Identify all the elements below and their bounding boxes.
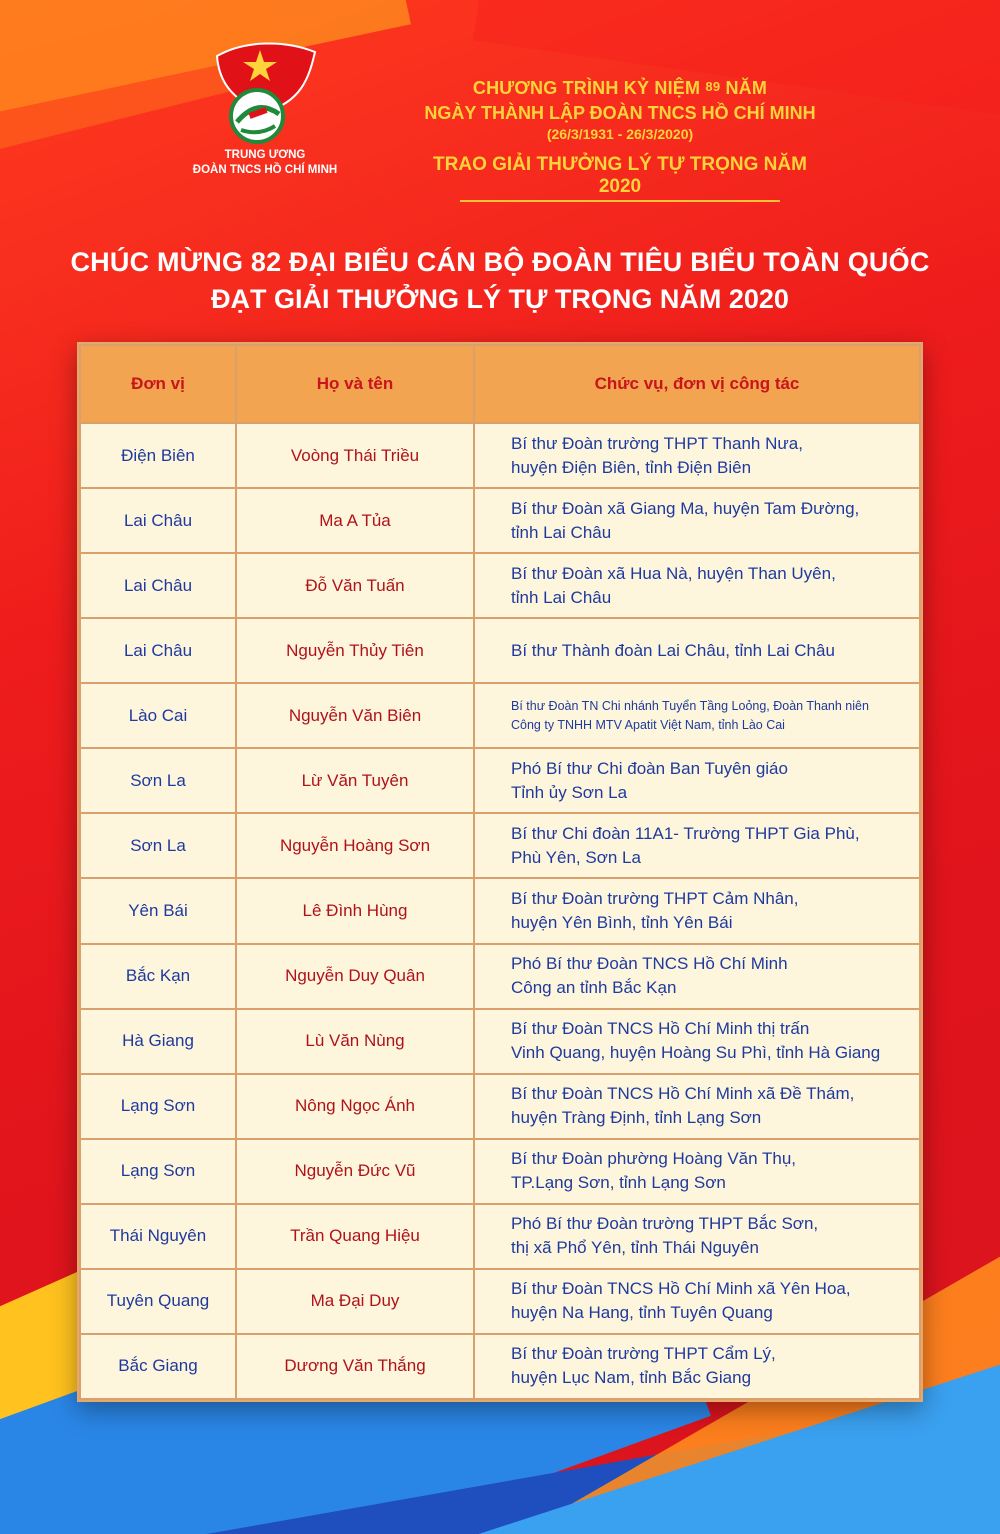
table-header-row bbox=[80, 345, 920, 423]
cell-unit: Bắc Kạn bbox=[80, 944, 236, 1009]
cell-role: Bí thư Thành đoàn Lai Châu, tỉnh Lai Châu bbox=[474, 618, 920, 683]
cell-unit: Điện Biên bbox=[80, 423, 236, 488]
cell-name: Nông Ngọc Ánh bbox=[236, 1074, 474, 1139]
cell-unit: Hà Giang bbox=[80, 1009, 236, 1074]
table-row bbox=[80, 683, 920, 748]
cell-role: Bí thư Đoàn TNCS Hồ Chí Minh xã Đề Thám, huyện Tràng Định, tỉnh Lạng Sơn bbox=[474, 1074, 920, 1139]
cell-name: Voòng Thái Triều bbox=[236, 423, 474, 488]
logo-text-line1: TRUNG ƯƠNG bbox=[224, 149, 306, 161]
cell-name: Nguyễn Đức Vũ bbox=[236, 1139, 474, 1204]
cell-unit: Yên Bái bbox=[80, 878, 236, 943]
cell-role: Bí thư Đoàn TNCS Hồ Chí Minh thị trấn Vinh Quang, huyện Hoàng Su Phì, tỉnh Hà Giang bbox=[474, 1009, 920, 1074]
awardee-table bbox=[79, 344, 921, 1400]
cell-name: Đỗ Văn Tuấn bbox=[236, 553, 474, 618]
title-line2: ĐẠT GIẢI THƯỞNG LÝ TỰ TRỌNG NĂM 2020 bbox=[211, 284, 789, 314]
cell-name: Nguyễn Thủy Tiên bbox=[236, 618, 474, 683]
cell-name: Trần Quang Hiệu bbox=[236, 1204, 474, 1269]
logo bbox=[185, 38, 345, 188]
cell-unit: Lào Cai bbox=[80, 683, 236, 748]
table-row bbox=[80, 944, 920, 1009]
cell-role: Phó Bí thư Đoàn TNCS Hồ Chí Minh Công an tỉnh Bắc Kạn bbox=[474, 944, 920, 1009]
title-line1: CHÚC MỪNG 82 ĐẠI BIỂU CÁN BỘ ĐOÀN TIÊU BIỂU TOÀN QUỐC bbox=[70, 247, 930, 277]
cell-name: Nguyễn Hoàng Sơn bbox=[236, 813, 474, 878]
header-unit: Đơn vị bbox=[80, 345, 236, 423]
cell-role: Bí thư Đoàn trường THPT Thanh Nưa, huyện Điện Biên, tỉnh Điện Biên bbox=[474, 423, 920, 488]
cell-role: Phó Bí thư Chi đoàn Ban Tuyên giáo Tỉnh ủy Sơn La bbox=[474, 748, 920, 813]
cell-unit: Sơn La bbox=[80, 748, 236, 813]
header-role: Chức vụ, đơn vị công tác bbox=[474, 345, 920, 423]
cell-unit: Bắc Giang bbox=[80, 1334, 236, 1399]
cell-unit: Tuyên Quang bbox=[80, 1269, 236, 1334]
event-line1: CHƯƠNG TRÌNH KỶ NIỆM 89 NĂM bbox=[472, 78, 768, 98]
table-row bbox=[80, 488, 920, 553]
table-row bbox=[80, 748, 920, 813]
table-row bbox=[80, 1139, 920, 1204]
table-row bbox=[80, 1204, 920, 1269]
page-title bbox=[0, 247, 1000, 315]
cell-role: Bí thư Đoàn trường THPT Cẩm Lý, huyện Lục Nam, tỉnh Bắc Giang bbox=[474, 1334, 920, 1399]
cell-role: Bí thư Đoàn TNCS Hồ Chí Minh xã Yên Hoa, huyện Na Hang, tỉnh Tuyên Quang bbox=[474, 1269, 920, 1334]
table-row bbox=[80, 813, 920, 878]
event-award-title: TRAO GIẢI THƯỞNG LÝ TỰ TRỌNG NĂM 2020 bbox=[433, 154, 807, 197]
cell-role: Bí thư Đoàn TN Chi nhánh Tuyển Tầng Loỏng, Đoàn Thanh niên Công ty TNHH MTV Apatit Việt Nam, tỉnh Lào Cai bbox=[474, 683, 920, 748]
logo-text-line2: ĐOÀN TNCS HỒ CHÍ MINH bbox=[192, 164, 338, 176]
table-row bbox=[80, 878, 920, 943]
table-row bbox=[80, 553, 920, 618]
cell-name: Lù Văn Nùng bbox=[236, 1009, 474, 1074]
cell-name: Lê Đình Hùng bbox=[236, 878, 474, 943]
table-row bbox=[80, 1074, 920, 1139]
event-dates: (26/3/1931 - 26/3/2020) bbox=[546, 126, 694, 142]
cell-role: Bí thư Chi đoàn 11A1- Trường THPT Gia Phù, Phù Yên, Sơn La bbox=[474, 813, 920, 878]
youth-union-emblem-icon bbox=[205, 38, 325, 148]
header-name: Họ và tên bbox=[236, 345, 474, 423]
cell-unit: Thái Nguyên bbox=[80, 1204, 236, 1269]
table-row bbox=[80, 1269, 920, 1334]
event-years: 89 bbox=[705, 79, 721, 94]
cell-role: Bí thư Đoàn xã Hua Nà, huyện Than Uyên, tỉnh Lai Châu bbox=[474, 553, 920, 618]
table-row bbox=[80, 1009, 920, 1074]
awardee-table-card bbox=[77, 342, 923, 1402]
table-row bbox=[80, 1334, 920, 1399]
table-row bbox=[80, 618, 920, 683]
cell-role: Bí thư Đoàn trường THPT Cảm Nhân, huyện Yên Bình, tỉnh Yên Bái bbox=[474, 878, 920, 943]
cell-unit: Lai Châu bbox=[80, 618, 236, 683]
event-header bbox=[410, 78, 830, 202]
cell-role: Bí thư Đoàn phường Hoàng Văn Thụ, TP.Lạng Sơn, tỉnh Lạng Sơn bbox=[474, 1139, 920, 1204]
cell-unit: Lai Châu bbox=[80, 553, 236, 618]
cell-name: Ma Đại Duy bbox=[236, 1269, 474, 1334]
cell-name: Nguyễn Văn Biên bbox=[236, 683, 474, 748]
event-line2: NGÀY THÀNH LẬP ĐOÀN TNCS HỒ CHÍ MINH bbox=[424, 103, 816, 123]
cell-unit: Lạng Sơn bbox=[80, 1139, 236, 1204]
event-underline bbox=[460, 200, 780, 202]
cell-role: Bí thư Đoàn xã Giang Ma, huyện Tam Đường, tỉnh Lai Châu bbox=[474, 488, 920, 553]
cell-unit: Lạng Sơn bbox=[80, 1074, 236, 1139]
cell-name: Dương Văn Thắng bbox=[236, 1334, 474, 1399]
cell-role: Phó Bí thư Đoàn trường THPT Bắc Sơn, thị xã Phổ Yên, tỉnh Thái Nguyên bbox=[474, 1204, 920, 1269]
cell-unit: Lai Châu bbox=[80, 488, 236, 553]
cell-name: Nguyễn Duy Quân bbox=[236, 944, 474, 1009]
cell-name: Lừ Văn Tuyên bbox=[236, 748, 474, 813]
cell-unit: Sơn La bbox=[80, 813, 236, 878]
table-row bbox=[80, 423, 920, 488]
cell-name: Ma A Tủa bbox=[236, 488, 474, 553]
